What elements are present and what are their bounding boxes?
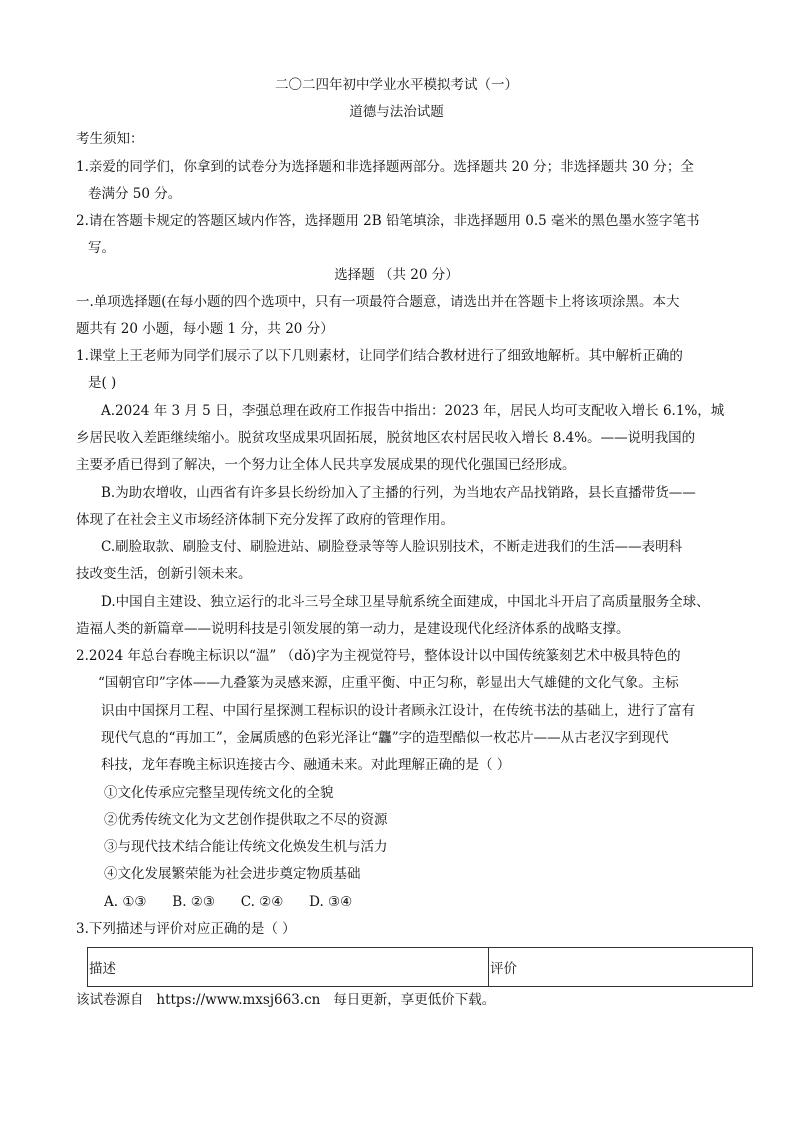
exam-subtitle: 道德与法治试题 [349, 104, 444, 120]
exam-title: 二〇二四年初中学业水平模拟考试（一） [275, 77, 518, 93]
q1-option-b-line-2: 体现了在社会主义市场经济体制下充分发挥了政府的管理作用。 [76, 512, 454, 528]
notice-item-2-line-1: 2.请在答题卡规定的答题区域内作答，选择题用 2B 铅笔填涂，非选择题用 0.5 毫米的黑色墨水签字笔书 [76, 213, 700, 229]
table-header-evaluation: 评价 [489, 948, 753, 987]
table-header-description: 描述 [88, 948, 489, 987]
q2-statement-2: ②优秀传统文化为文艺创作提供取之不尽的资源 [104, 812, 388, 828]
q2-answer-choices: A. ①③ B. ②③ C. ②④ D. ③④ [104, 894, 353, 910]
notice-item-1-line-1: 1.亲爱的同学们，你拿到的试卷分为选择题和非选择题两部分。选择题共 20 分；非选择题共 30 分；全 [76, 159, 694, 175]
q2-statement-1: ①文化传承应完整呈现传统文化的全貌 [104, 785, 334, 801]
q1-option-a-line-1: A.2024 年 3 月 5 日，李强总理在政府工作报告中指出：2023 年，居民人均可支配收入增长 6.1%，城 [101, 403, 725, 419]
q1-option-a-line-3: 主要矛盾已得到了解决，一个努力让全体人民共享发展成果的现代化强国已经形成。 [76, 457, 576, 473]
q2-stem-line-2: “国朝官印”字体——九叠篆为灵感来源，庄重平衡、中正匀称，彰显出大气雄健的文化气象。主标 [98, 675, 679, 691]
q2-statement-4: ④文化发展繁荣能为社会进步奠定物质基础 [104, 866, 361, 882]
q2-stem-line-4: 现代气息的“再加工”，金属质感的色彩光泽让“龘”字的造型酷似一枚芯片——从古老汉字到现代 [101, 730, 669, 746]
section-title: 选择题 （共 20 分） [334, 267, 459, 283]
q2-stem-line-5: 科技，龙年春晚主标识连接古今、融通未来。对此理解正确的是（ ） [101, 757, 511, 773]
q1-option-c-line-2: 技改变生活，创新引领未来。 [76, 566, 252, 582]
section-instruction-line-1: 一.单项选择题(在每小题的四个选项中，只有一项最符合题意，请选出并在答题卡上将该项涂黑。本大 [76, 294, 680, 310]
notice-item-1-line-2: 卷满分 50 分。 [88, 186, 182, 202]
footer-source-note: 该试卷源自 https://www.mxsj663.cn 每日更新，享更低价下载。 [76, 992, 496, 1008]
q2-statement-3: ③与现代技术结合能让传统文化焕发生机与活力 [104, 839, 388, 855]
table-row [88, 948, 753, 987]
q3-table [87, 947, 753, 987]
section-instruction-line-2: 题共有 20 小题，每小题 1 分，共 20 分） [76, 321, 334, 337]
q3-stem: 3.下列描述与评价对应正确的是（ ） [76, 921, 296, 937]
q2-stem-line-3: 识由中国探月工程、中国行星探测工程标识的设计者顾永江设计，在传统书法的基础上，进行了富有 [101, 703, 695, 719]
q1-option-a-line-2: 乡居民收入差距继续缩小。脱贫攻坚成果巩固拓展，脱贫地区农村居民收入增长 8.4%。——说明我国的 [76, 430, 696, 446]
q2-stem-line-1: 2.2024 年总台春晚主标识以“温” （dǒ)字为主视觉符号，整体设计以中国传统篆刻艺术中极具特色的 [76, 648, 681, 664]
q1-option-c-line-1: C.刷脸取款、刷脸支付、刷脸进站、刷脸登录等等人脸识别技术，不断走进我们的生活——表明科 [101, 539, 683, 555]
notice-item-2-line-2: 写。 [88, 240, 115, 256]
q1-option-d-line-2: 造福人类的新篇章——说明科技是引领发展的第一动力，是建设现代化经济体系的战略支撑。 [76, 621, 630, 637]
q1-option-d-line-1: D.中国自主建设、独立运行的北斗三号全球卫星导航系统全面建成，中国北斗开启了高质量服务全球、 [101, 594, 710, 610]
q1-stem-line-1: 1.课堂上王老师为同学们展示了以下几则素材，让同学们结合教材进行了细致地解析。其中解析正确的 [76, 348, 683, 364]
q1-stem-line-2: 是( ) [88, 375, 117, 391]
q1-option-b-line-1: B.为助农增收，山西省有许多县长纷纷加入了主播的行列，为当地农产品找销路，县长直播带货—— [101, 485, 696, 501]
notice-heading: 考生须知： [76, 131, 144, 147]
